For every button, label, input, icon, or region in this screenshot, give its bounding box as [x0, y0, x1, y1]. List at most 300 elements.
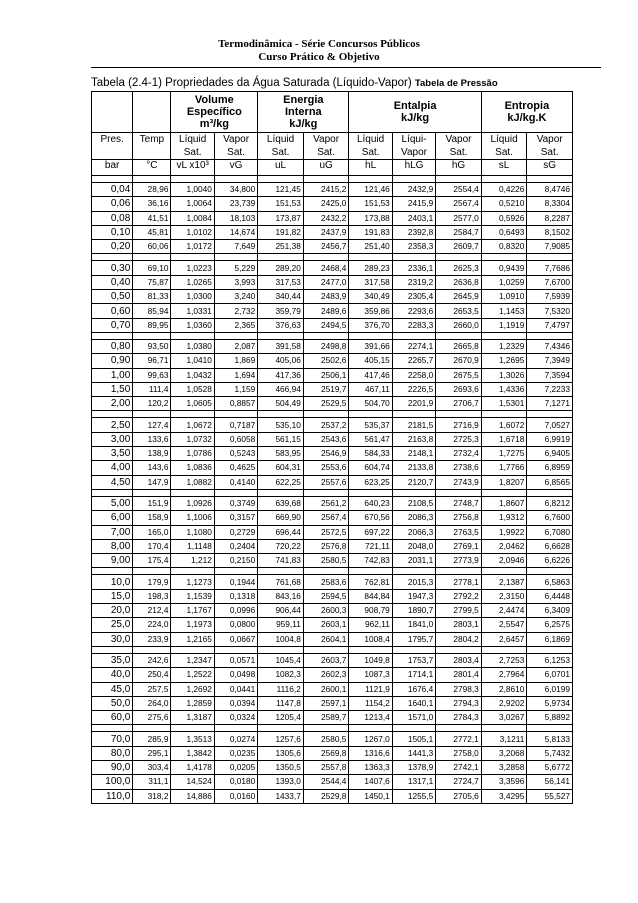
cell-hg: 2705,6: [436, 789, 482, 803]
cell-temp: 28,96: [133, 183, 171, 197]
cell-temp: 127,4: [133, 418, 171, 432]
table-row: [92, 304, 573, 318]
cell-sg: 6,1253: [527, 653, 573, 667]
table-row: [92, 339, 573, 353]
cell-ug: 2494,5: [303, 318, 349, 332]
cell-hl: 289,23: [349, 261, 392, 275]
cell-pres: 0,60: [92, 304, 133, 318]
col-header-ug: Sat.: [303, 146, 349, 160]
cell-temp: 41,51: [133, 211, 171, 225]
table-row: [92, 575, 573, 589]
column-header-line2: [92, 146, 573, 160]
cell-sg: 5,9734: [527, 696, 573, 710]
cell-ul: 1305,6: [258, 746, 304, 760]
header-title: Termodinâmica - Série Concursos Públicos: [218, 38, 420, 50]
cell-hlg: 1255,5: [392, 789, 435, 803]
cell-sg: 6,0701: [527, 668, 573, 682]
cell-hl: 317,58: [349, 275, 392, 289]
cell-ul: 1393,0: [258, 775, 304, 789]
col-header-vg: Vapor: [214, 133, 257, 147]
cell-ul: 391,58: [258, 339, 304, 353]
cell-sg: 6,7080: [527, 525, 573, 539]
cell-temp: 170,4: [133, 539, 171, 553]
cell-hlg: 2226,5: [392, 382, 435, 396]
cell-hlg: 2148,1: [392, 447, 435, 461]
cell-ul: 535,10: [258, 418, 304, 432]
cell-temp: 158,9: [133, 511, 171, 525]
cell-hl: 1121,9: [349, 682, 392, 696]
cell-vg: 0,0160: [214, 789, 257, 803]
cell-sl: 1,7275: [481, 447, 527, 461]
col-header-hl: Sat.: [349, 146, 392, 160]
cell-ul: 604,31: [258, 461, 304, 475]
cell-ug: 2594,5: [303, 589, 349, 603]
cell-ug: 2477,0: [303, 275, 349, 289]
cell-temp: 224,0: [133, 618, 171, 632]
cell-hg: 2778,1: [436, 575, 482, 589]
cell-ug: 2557,8: [303, 760, 349, 774]
cell-hlg: 1571,0: [392, 711, 435, 725]
cell-hg: 2794,3: [436, 696, 482, 710]
cell-sg: 7,5320: [527, 304, 573, 318]
caption-sub: Tabela de Pressão: [414, 78, 498, 89]
col-header-pres: bar: [92, 160, 133, 176]
cell-hl: 417,46: [349, 368, 392, 382]
cell-temp: 165,0: [133, 525, 171, 539]
cell-temp: 175,4: [133, 554, 171, 568]
cell-vl: 1,1148: [171, 539, 214, 553]
table-row: [92, 711, 573, 725]
cell-sl: 2,5547: [481, 618, 527, 632]
col-header-hg: hG: [436, 160, 482, 176]
cell-ug: 2506,1: [303, 368, 349, 382]
cell-vl: 14,886: [171, 789, 214, 803]
cell-pres: 0,50: [92, 290, 133, 304]
cell-hg: 2743,9: [436, 475, 482, 489]
cell-hlg: 2274,1: [392, 339, 435, 353]
cell-ul: 417,36: [258, 368, 304, 382]
table-row: [92, 668, 573, 682]
cell-hg: 2804,2: [436, 632, 482, 646]
table-row: [92, 653, 573, 667]
cell-ul: 121,45: [258, 183, 304, 197]
cell-vg: 3,240: [214, 290, 257, 304]
cell-hg: 2772,1: [436, 732, 482, 746]
cell-ul: 289,20: [258, 261, 304, 275]
cell-vg: 14,674: [214, 225, 257, 239]
cell-pres: 1,50: [92, 382, 133, 396]
cell-sl: 1,4336: [481, 382, 527, 396]
cell-hlg: 1441,3: [392, 746, 435, 760]
cell-sl: 1,1453: [481, 304, 527, 318]
cell-hlg: 2403,1: [392, 211, 435, 225]
table-row: [92, 475, 573, 489]
cell-ul: 959,11: [258, 618, 304, 632]
table-row: [92, 632, 573, 646]
group-blank-pres: [92, 92, 133, 133]
cell-sl: 0,6493: [481, 225, 527, 239]
cell-hg: 2769,1: [436, 539, 482, 553]
cell-hg: 2584,7: [436, 225, 482, 239]
cell-hl: 1087,3: [349, 668, 392, 682]
cell-ug: 2572,5: [303, 525, 349, 539]
group-entalpia: Entalpia kJ/kg: [349, 92, 481, 133]
cell-hl: 151,53: [349, 197, 392, 211]
cell-sl: 0,5210: [481, 197, 527, 211]
cell-sl: 1,6718: [481, 432, 527, 446]
cell-ul: 622,25: [258, 475, 304, 489]
cell-pres: 0,70: [92, 318, 133, 332]
col-header-sg: sG: [527, 160, 573, 176]
cell-pres: 15,0: [92, 589, 133, 603]
cell-vl: 1,0084: [171, 211, 214, 225]
cell-hlg: 2283,3: [392, 318, 435, 332]
col-header-pres: [92, 146, 133, 160]
cell-hlg: 1841,0: [392, 618, 435, 632]
cell-sg: 8,4746: [527, 183, 573, 197]
cell-vl: 1,1080: [171, 525, 214, 539]
cell-pres: 1,00: [92, 368, 133, 382]
cell-pres: 2,50: [92, 418, 133, 432]
table-row: [92, 397, 573, 411]
cell-ug: 2529,8: [303, 789, 349, 803]
cell-vl: 1,2165: [171, 632, 214, 646]
cell-sg: 5,8133: [527, 732, 573, 746]
cell-ug: 2529,5: [303, 397, 349, 411]
cell-pres: 0,04: [92, 183, 133, 197]
cell-hg: 2756,8: [436, 511, 482, 525]
cell-ug: 2432,2: [303, 211, 349, 225]
cell-sg: 5,7432: [527, 746, 573, 760]
col-header-sg: Vapor: [527, 133, 573, 147]
cell-temp: 311,1: [133, 775, 171, 789]
cell-vg: 0,7187: [214, 418, 257, 432]
cell-sg: 6,8212: [527, 496, 573, 510]
cell-hl: 604,74: [349, 461, 392, 475]
cell-sg: 6,7600: [527, 511, 573, 525]
cell-vg: 5,229: [214, 261, 257, 275]
cell-ul: 561,15: [258, 432, 304, 446]
cell-ul: 843,16: [258, 589, 304, 603]
cell-hg: 2742,1: [436, 760, 482, 774]
cell-vg: 0,0441: [214, 682, 257, 696]
cell-ul: 761,68: [258, 575, 304, 589]
col-header-temp: Temp: [133, 133, 171, 147]
table-row: [92, 225, 573, 239]
cell-pres: 60,0: [92, 711, 133, 725]
cell-hlg: 2319,2: [392, 275, 435, 289]
cell-sg: 7,4797: [527, 318, 573, 332]
cell-ug: 2502,6: [303, 354, 349, 368]
cell-temp: 242,6: [133, 653, 171, 667]
cell-ug: 2600,3: [303, 604, 349, 618]
cell-vg: 1,159: [214, 382, 257, 396]
table-row: [92, 746, 573, 760]
cell-sl: 1,0910: [481, 290, 527, 304]
cell-hl: 1049,8: [349, 653, 392, 667]
cell-hlg: 1505,1: [392, 732, 435, 746]
cell-sl: 1,6072: [481, 418, 527, 432]
table-row: [92, 461, 573, 475]
cell-pres: 40,0: [92, 668, 133, 682]
cell-sl: 3,0267: [481, 711, 527, 725]
cell-hg: 2567,4: [436, 197, 482, 211]
cell-pres: 30,0: [92, 632, 133, 646]
cell-hg: 2738,6: [436, 461, 482, 475]
column-header-line3: [92, 160, 573, 176]
cell-sl: 0,8320: [481, 240, 527, 254]
col-header-sg: Sat.: [527, 146, 573, 160]
cell-vg: 2,732: [214, 304, 257, 318]
cell-hg: 2763,5: [436, 525, 482, 539]
cell-hg: 2645,9: [436, 290, 482, 304]
cell-vg: 0,0324: [214, 711, 257, 725]
cell-sl: 3,2858: [481, 760, 527, 774]
cell-ul: 1116,2: [258, 682, 304, 696]
cell-ug: 2580,5: [303, 732, 349, 746]
cell-sl: 3,2068: [481, 746, 527, 760]
cell-hg: 2660,0: [436, 318, 482, 332]
cell-ul: 340,44: [258, 290, 304, 304]
table-row: [92, 589, 573, 603]
cell-ug: 2483,9: [303, 290, 349, 304]
cell-vg: 0,0205: [214, 760, 257, 774]
cell-pres: 2,00: [92, 397, 133, 411]
cell-ul: 151,53: [258, 197, 304, 211]
cell-vl: 1,1273: [171, 575, 214, 589]
col-header-hl: hL: [349, 160, 392, 176]
cell-vl: 1,3513: [171, 732, 214, 746]
cell-hlg: 1317,1: [392, 775, 435, 789]
cell-vg: 2,365: [214, 318, 257, 332]
group-volume: Volume Específico m³/kg: [171, 92, 258, 133]
table-row: [92, 290, 573, 304]
cell-temp: 285,9: [133, 732, 171, 746]
group-spacer: [92, 489, 573, 496]
cell-sg: 6,1869: [527, 632, 573, 646]
cell-hlg: 2031,1: [392, 554, 435, 568]
cell-vg: 0,6058: [214, 432, 257, 446]
cell-pres: 20,0: [92, 604, 133, 618]
cell-pres: 100,0: [92, 775, 133, 789]
cell-pres: 7,00: [92, 525, 133, 539]
cell-hg: 2801,4: [436, 668, 482, 682]
cell-hl: 121,46: [349, 183, 392, 197]
table-row: [92, 240, 573, 254]
cell-vl: 1,0331: [171, 304, 214, 318]
cell-temp: 275,6: [133, 711, 171, 725]
cell-sl: 2,3150: [481, 589, 527, 603]
cell-sl: 1,8207: [481, 475, 527, 489]
table-row: [92, 696, 573, 710]
cell-hlg: 2336,1: [392, 261, 435, 275]
group-entropia: Entropia kJ/kg.K: [481, 92, 572, 133]
cell-ul: 583,95: [258, 447, 304, 461]
table-row: [92, 775, 573, 789]
group-blank-temp: [133, 92, 171, 133]
cell-hl: 1154,2: [349, 696, 392, 710]
cell-sl: 1,8607: [481, 496, 527, 510]
saturated-water-table: [91, 91, 573, 804]
cell-hlg: 2086,3: [392, 511, 435, 525]
cell-hlg: 1753,7: [392, 653, 435, 667]
cell-hlg: 2392,8: [392, 225, 435, 239]
cell-hg: 2798,3: [436, 682, 482, 696]
cell-hl: 1267,0: [349, 732, 392, 746]
cell-hl: 391,66: [349, 339, 392, 353]
cell-vl: 1,0528: [171, 382, 214, 396]
cell-sg: 6,9405: [527, 447, 573, 461]
cell-pres: 0,80: [92, 339, 133, 353]
cell-hlg: 2120,7: [392, 475, 435, 489]
cell-hlg: 2358,3: [392, 240, 435, 254]
col-header-vg: Sat.: [214, 146, 257, 160]
cell-temp: 318,2: [133, 789, 171, 803]
col-header-hlg: hLG: [392, 160, 435, 176]
cell-hlg: 2133,8: [392, 461, 435, 475]
col-header-ul: Sat.: [258, 146, 304, 160]
cell-vg: 3,993: [214, 275, 257, 289]
cell-vl: 1,2522: [171, 668, 214, 682]
col-header-hlg: Vapor: [392, 146, 435, 160]
table-row: [92, 554, 573, 568]
cell-temp: 96,71: [133, 354, 171, 368]
cell-pres: 3,50: [92, 447, 133, 461]
cell-vg: 34,800: [214, 183, 257, 197]
cell-ug: 2569,8: [303, 746, 349, 760]
cell-hl: 1363,3: [349, 760, 392, 774]
cell-ul: 466,94: [258, 382, 304, 396]
table-row: [92, 275, 573, 289]
cell-hl: 173,88: [349, 211, 392, 225]
cell-temp: 303,4: [133, 760, 171, 774]
cell-hl: 1008,4: [349, 632, 392, 646]
cell-sg: 6,6226: [527, 554, 573, 568]
header-rule: [91, 67, 601, 68]
cell-pres: 0,90: [92, 354, 133, 368]
cell-sl: 1,2329: [481, 339, 527, 353]
cell-temp: 233,9: [133, 632, 171, 646]
cell-hg: 2554,4: [436, 183, 482, 197]
cell-vl: 1,0102: [171, 225, 214, 239]
col-header-ug: uG: [303, 160, 349, 176]
col-header-hg: Sat.: [436, 146, 482, 160]
group-spacer: [92, 568, 573, 575]
cell-sl: 1,2695: [481, 354, 527, 368]
cell-ul: 1257,6: [258, 732, 304, 746]
cell-vl: 1,1767: [171, 604, 214, 618]
cell-sl: 0,5926: [481, 211, 527, 225]
cell-ul: 639,68: [258, 496, 304, 510]
cell-pres: 4,50: [92, 475, 133, 489]
cell-vl: 1,2692: [171, 682, 214, 696]
table-row: [92, 732, 573, 746]
col-header-hg: Vapor: [436, 133, 482, 147]
col-header-vl: Sat.: [171, 146, 214, 160]
cell-vg: 0,5243: [214, 447, 257, 461]
col-header-hl: Líquid: [349, 133, 392, 147]
cell-sl: 0,9439: [481, 261, 527, 275]
cell-hg: 2665,8: [436, 339, 482, 353]
cell-pres: 3,00: [92, 432, 133, 446]
cell-sg: 5,8892: [527, 711, 573, 725]
cell-ug: 2519,7: [303, 382, 349, 396]
table-row: [92, 496, 573, 510]
cell-pres: 35,0: [92, 653, 133, 667]
cell-vg: 0,0235: [214, 746, 257, 760]
cell-ug: 2456,7: [303, 240, 349, 254]
cell-pres: 70,0: [92, 732, 133, 746]
cell-ul: 669,90: [258, 511, 304, 525]
cell-hg: 2732,4: [436, 447, 482, 461]
cell-pres: 8,00: [92, 539, 133, 553]
cell-hl: 640,23: [349, 496, 392, 510]
cell-sl: 1,1919: [481, 318, 527, 332]
cell-ug: 2597,1: [303, 696, 349, 710]
cell-hlg: 2265,7: [392, 354, 435, 368]
col-header-vl: vL x10³: [171, 160, 214, 176]
cell-sl: 1,7766: [481, 461, 527, 475]
cell-hg: 2773,9: [436, 554, 482, 568]
cell-sl: 1,5301: [481, 397, 527, 411]
cell-ul: 359,79: [258, 304, 304, 318]
cell-sl: 2,7964: [481, 668, 527, 682]
cell-hlg: 2293,6: [392, 304, 435, 318]
cell-hg: 2625,3: [436, 261, 482, 275]
column-header-line1: [92, 133, 573, 147]
cell-vg: 0,4140: [214, 475, 257, 489]
cell-ug: 2537,2: [303, 418, 349, 432]
cell-hg: 2577,0: [436, 211, 482, 225]
cell-sg: 6,5863: [527, 575, 573, 589]
cell-sl: 1,0259: [481, 275, 527, 289]
cell-temp: 81,33: [133, 290, 171, 304]
cell-ug: 2583,6: [303, 575, 349, 589]
cell-hlg: 2048,0: [392, 539, 435, 553]
cell-hg: 2609,7: [436, 240, 482, 254]
cell-vl: 1,212: [171, 554, 214, 568]
cell-pres: 90,0: [92, 760, 133, 774]
cell-pres: 10,0: [92, 575, 133, 589]
cell-ug: 2437,9: [303, 225, 349, 239]
cell-vl: 1,2859: [171, 696, 214, 710]
cell-temp: 75,87: [133, 275, 171, 289]
cell-hl: 1213,4: [349, 711, 392, 725]
cell-vl: 1,0300: [171, 290, 214, 304]
cell-ul: 1004,8: [258, 632, 304, 646]
col-header-vl: Líquid: [171, 133, 214, 147]
cell-hg: 2784,3: [436, 711, 482, 725]
cell-vl: 1,0882: [171, 475, 214, 489]
cell-vl: 1,0732: [171, 432, 214, 446]
cell-hlg: 1795,7: [392, 632, 435, 646]
cell-sl: 2,0462: [481, 539, 527, 553]
cell-hlg: 2108,5: [392, 496, 435, 510]
cell-sl: 2,0946: [481, 554, 527, 568]
cell-hlg: 1714,1: [392, 668, 435, 682]
cell-vl: 1,3187: [171, 711, 214, 725]
table-row: [92, 261, 573, 275]
cell-ug: 2546,9: [303, 447, 349, 461]
col-header-sl: Líquid: [481, 133, 527, 147]
cell-ul: 1147,8: [258, 696, 304, 710]
cell-hl: 405,15: [349, 354, 392, 368]
cell-hg: 2803,4: [436, 653, 482, 667]
cell-hg: 2693,6: [436, 382, 482, 396]
cell-temp: 212,4: [133, 604, 171, 618]
cell-hg: 2792,2: [436, 589, 482, 603]
cell-pres: 6,00: [92, 511, 133, 525]
